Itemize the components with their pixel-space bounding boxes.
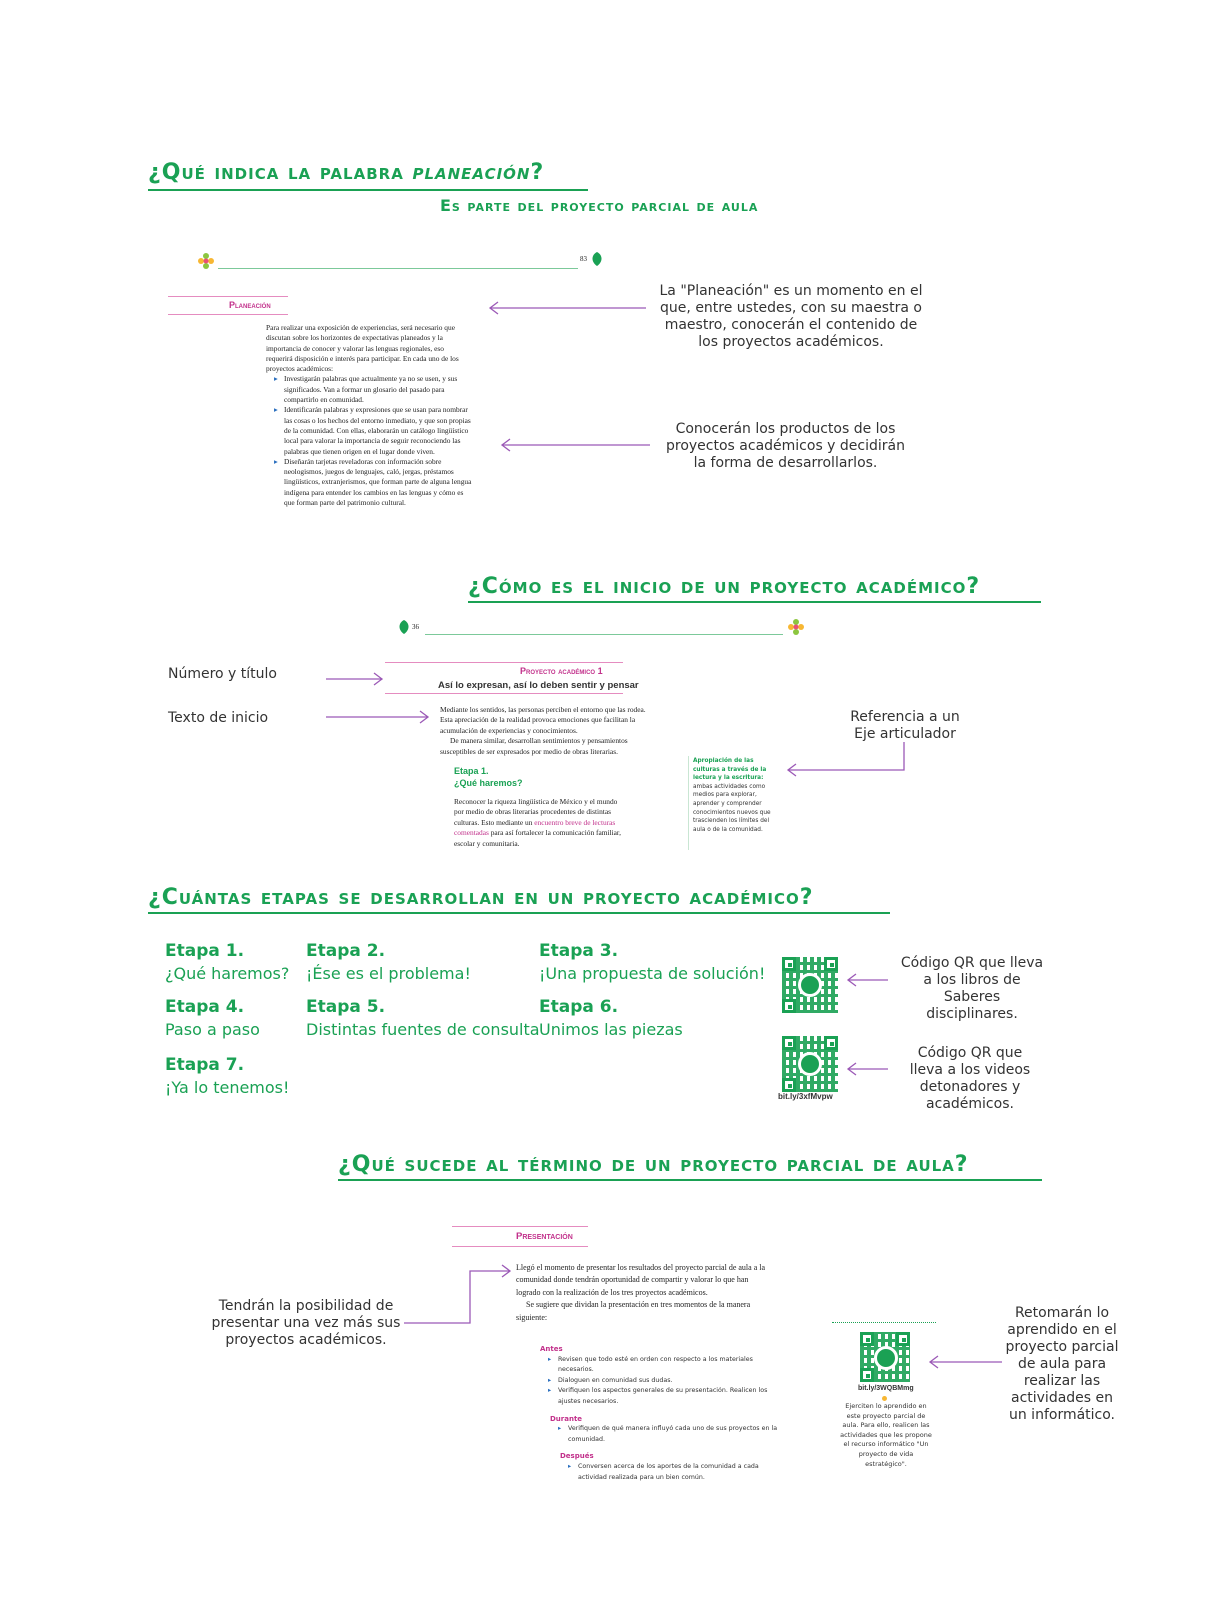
planeacion-bullet: ▸ Diseñarán tarjetas reveladoras con información sobre neologismos, juegos de lenguajes, caló, jergas, préstamos lingüísticos, extranjerismos, que forman parte de alguna lengua indígena para entender los cambios en las lenguas y cómo es que forman parte del patrimonio cultural.	[284, 457, 472, 508]
durante-list: ▸ Verifiquen de qué manera influyó cada uno de sus proyectos en la comunidad.	[540, 1424, 786, 1445]
section3-title-underline	[148, 912, 890, 914]
note-present-again: Tendrán la posibilidad de presentar una vez más sus proyectos académicos.	[211, 1298, 401, 1348]
qr-code-saberes[interactable]	[782, 957, 838, 1013]
section1-title: ¿Qué indica la palabra planeación?	[148, 160, 545, 185]
etapa-item-7: Etapa 7. ¡Ya lo tenemos!	[165, 1055, 290, 1097]
section1-subtitle: Es parte del proyecto parcial de aula	[440, 196, 759, 215]
page-header-line	[425, 634, 783, 635]
label-number-title: Número y título	[168, 666, 277, 682]
etapa-item-4: Etapa 4. Paso a paso	[165, 997, 260, 1039]
planeacion-body	[266, 323, 472, 508]
page-header-line	[218, 268, 578, 269]
planeacion-heading-line-top	[168, 296, 288, 297]
presentacion-heading-line-bottom	[452, 1246, 588, 1247]
page-number: 83	[580, 255, 587, 263]
sidebar-rule	[688, 756, 689, 850]
presentacion-intro: Llegó el momento de presentar los resultados del proyecto parcial de aula a la comunidad donde tendrán oportunidad de compartir y valorar lo que han logrado con la realización de los tres proyectos académicos. Se sugiere que dividan la presentación en tres momentos de la manera siguiente:	[516, 1263, 766, 1322]
project-heading-line-top	[385, 662, 623, 663]
arrow-left-qr1	[846, 973, 890, 987]
project-intro	[440, 705, 658, 757]
flower-icon	[787, 618, 805, 636]
section1-title-underline	[148, 189, 588, 191]
section2-title-underline	[468, 601, 1041, 603]
etapa-item-6: Etapa 6. Unimos las piezas	[539, 997, 683, 1039]
note-products: Conocerán los productos de los proyectos académicos y decidirán la forma de desarrollarlos.	[666, 421, 905, 471]
presentacion-heading: Presentación	[516, 1231, 573, 1242]
arrow-elbow-reference	[786, 742, 908, 778]
planeacion-bullet: ▸ Identificarán palabras y expresiones que se usan para nombrar las cosas o los hechos del entorno inmediato, y que son propias de la comunidad. Con ellas, elaborarán un catálogo lingüístico local para valorar la importancia de seguir reconociendo las palabras que tienen origen en el lugar donde viven.	[284, 405, 472, 456]
planeacion-heading: Planeación	[229, 300, 271, 310]
project-label: Proyecto académico 1	[520, 666, 603, 676]
planeacion-heading-line-bottom	[168, 314, 288, 315]
leaf-icon	[398, 620, 410, 634]
durante-label: Durante	[550, 1414, 583, 1423]
arrow-left-qr2	[846, 1062, 890, 1076]
flower-icon	[197, 252, 215, 270]
qr1-note: Código QR que lleva a los libros de Saberes disciplinares.	[900, 955, 1044, 1022]
note-retomaran: Retomarán lo aprendido en el proyecto parcial de aula para realizar las actividades en un informático.	[1005, 1305, 1119, 1423]
dot-icon	[882, 1396, 887, 1401]
sidebar-eje	[693, 757, 777, 834]
section4-title-underline	[338, 1179, 1042, 1181]
antes-label: Antes	[540, 1345, 563, 1353]
presentacion-heading-line-top	[452, 1226, 588, 1227]
etapa-text: Reconocer la riqueza lingüística de México y el mundo por medio de obras literarias procedentes de distintas culturas. Esto mediante un encuentro breve de lecturas comentadas para así fortalecer la comunicación familiar, escolar y comunitaria.	[454, 797, 621, 848]
etapa-text-link: encuentro breve de lecturas comentadas	[454, 817, 616, 838]
qr2-note: Código QR que lleva a los videos detonadores y académicos.	[909, 1045, 1031, 1112]
note-planeacion-moment: La "Planeación" es un momento en el que, entre ustedes, con su maestra o maestro, conocerán el contenido de los proyectos académicos.	[659, 283, 923, 350]
section2-title: ¿Cómo es el inicio de un proyecto académico?	[468, 574, 981, 599]
qr-box-border-top	[832, 1322, 936, 1323]
presentacion-moments	[540, 1344, 786, 1483]
etapa-question: ¿Qué haremos?	[454, 778, 523, 788]
arrow-elbow-present	[404, 1265, 514, 1327]
label-intro-text: Texto de inicio	[168, 710, 269, 726]
label-reference: Referencia a un Eje articulador	[850, 709, 960, 742]
sidebar-heading: Apropiación de las culturas a través de la lectura y la escritura:	[693, 758, 767, 782]
project-intro-p1: Mediante los sentidos, las personas perciben el entorno que las rodea. Esta apreciación de la realidad provoca emociones que facilitan la acumulación de experiencias y conocimientos.	[440, 705, 646, 735]
arrow-left-2	[500, 438, 652, 452]
etapa-item-5: Etapa 5. Distintas fuentes de consulta	[306, 997, 540, 1039]
planeacion-intro: Para realizar una exposición de experiencias, será necesario que discutan sobre los horizontes de expectativas planeados y la importancia de conocer y valorar las lenguas regionales, eso requerirá disposición e interés para participar. En cada uno de los proyectos académicos:	[266, 323, 459, 374]
qr-instructions: Ejerciten lo aprendido en este proyecto parcial de aula. Para ello, realicen las actividades que les propone el recurso informático "Un proyecto de vida estratégico".	[840, 1402, 932, 1468]
etapa-item-1: Etapa 1. ¿Qué haremos?	[165, 941, 290, 983]
arrow-right-1	[326, 672, 386, 686]
qr2-caption: bit.ly/3xfMvpw	[778, 1092, 833, 1101]
arrow-right-2	[326, 710, 432, 724]
etapa-item-3: Etapa 3. ¡Una propuesta de solución!	[539, 941, 766, 983]
qr-code-informatico[interactable]	[860, 1332, 910, 1382]
despues-list: ▸ Conversen acerca de los aportes de la comunidad a cada actividad realizada para un bien común.	[540, 1462, 786, 1483]
section3-title: ¿Cuántas etapas se desarrollan en un proyecto académico?	[148, 885, 814, 910]
sidebar-text: ambas actividades como medios para explorar, aprender y comprender conocimientos nuevos que trascienden los límites del aula o de la comunidad.	[693, 783, 771, 833]
antes-list: ▸ Revisen que todo esté en orden con respecto a los materiales necesarios. ▸ Dialoguen en comunidad sus dudas. ▸ Verifiquen los aspectos generales de su presentación. Realicen los ajustes necesarios.	[540, 1355, 786, 1408]
project-intro-p2: De manera similar, desarrollan sentimientos y pensamientos susceptibles de ser expresados por medio de obras literarias.	[440, 736, 628, 756]
leaf-icon	[591, 252, 603, 266]
section4-title: ¿Qué sucede al término de un proyecto parcial de aula?	[338, 1152, 969, 1177]
qr-caption-informatico: bit.ly/3WQBMmg	[858, 1385, 914, 1392]
arrow-left-1	[488, 301, 648, 315]
etapa-label: Etapa 1.	[454, 766, 489, 776]
arrow-left-final	[928, 1355, 1004, 1369]
project-heading-line-bottom	[385, 693, 623, 694]
qr-code-videos[interactable]	[782, 1036, 838, 1092]
planeacion-bullet: ▸ Investigarán palabras que actualmente ya no se usen, y sus significados. Van a formar un glosario del pasado para compartirlo en comunidad.	[284, 374, 472, 405]
planeacion-bullets	[266, 374, 472, 508]
etapa-item-2: Etapa 2. ¡Ése es el problema!	[306, 941, 471, 983]
despues-label: Después	[560, 1452, 594, 1461]
project-title: Así lo expresan, así lo deben sentir y pensar	[438, 680, 639, 691]
page-number: 36	[412, 623, 419, 631]
